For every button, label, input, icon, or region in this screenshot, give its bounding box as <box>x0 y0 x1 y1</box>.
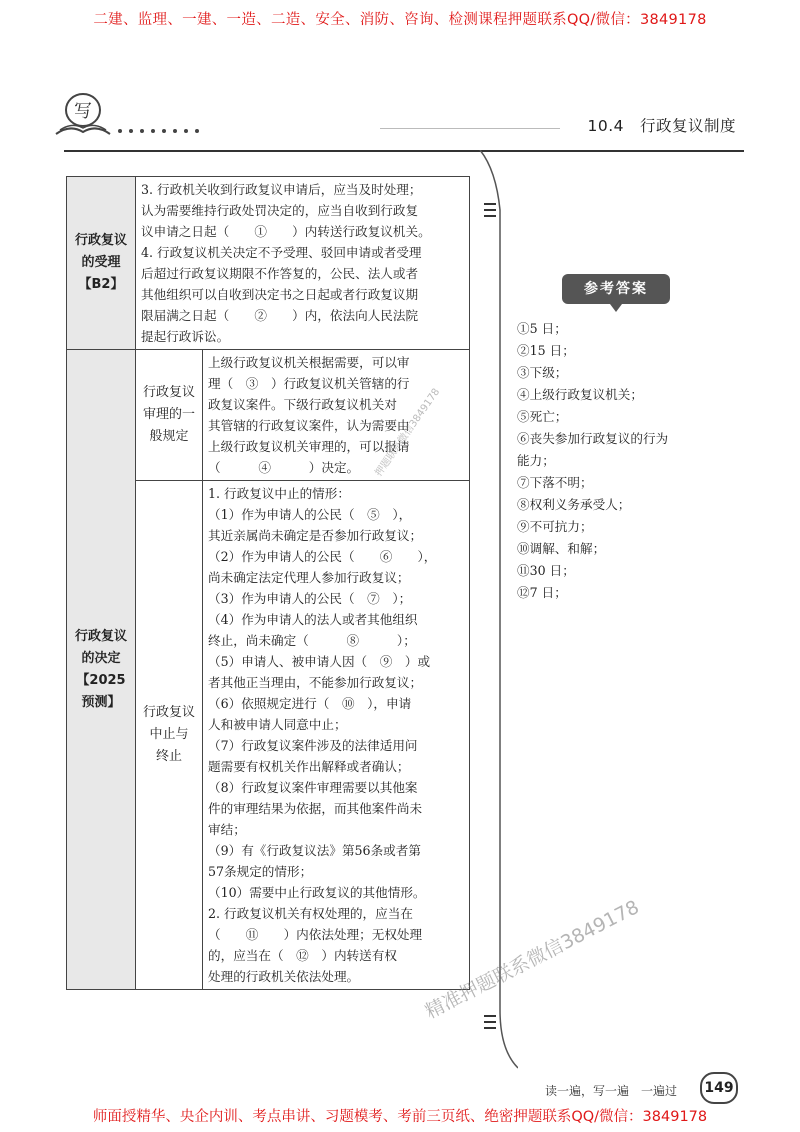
header-dots <box>118 118 206 137</box>
label-acceptance: 行政复议 的受理 【B2】 <box>67 177 136 350</box>
top-banner: 二建、监理、一建、一造、二造、安全、消防、咨询、检测课程押题联系QQ/微信：3849178 <box>93 12 707 28</box>
list-item: ④上级行政复议机关； <box>517 387 643 402</box>
bottom-banner: 师面授精华、央企内训、考点串讲、习题模考、考前三页纸、绝密押题联系QQ/微信：3849178 <box>92 1109 708 1125</box>
list-item: ⑧权利义务承受人； <box>517 497 631 512</box>
list-item: ⑨不可抗力； <box>517 519 593 534</box>
page-fold-curve <box>478 150 518 1070</box>
list-item: ⑫7 日； <box>517 585 567 600</box>
sublabel-general-rules: 行政复议 审理的一 般规定 <box>136 350 203 481</box>
label-decision: 行政复议 的决定 【2025 预测】 <box>67 350 136 990</box>
content-table <box>66 176 470 990</box>
answers-list <box>517 318 717 604</box>
book-logo-icon <box>52 90 114 140</box>
list-item: ①5 日； <box>517 321 567 336</box>
watermark-main: 精准押题联系微信3849178 <box>421 896 643 1024</box>
page-number: 149 <box>700 1072 738 1104</box>
header-gray-line <box>380 128 560 129</box>
footer-slogan: 读一遍，写一遍 一遍过 <box>545 1084 678 1098</box>
list-item: ⑪30 日； <box>517 563 575 578</box>
section-title: 10.4 行政复议制度 <box>587 117 736 135</box>
list-item: ⑥丧失参加行政复议的行为 <box>517 431 669 446</box>
list-item: 能力； <box>517 453 555 468</box>
answers-heading: 参考答案 <box>562 274 670 304</box>
list-item: ②15 日； <box>517 343 575 358</box>
sublabel-suspension: 行政复议 中止与 终止 <box>136 481 203 990</box>
general-rules-content: 上级行政复议机关根据需要，可以审 理（ ③ ）行政复议机关管辖的行 政复议案件。下级行政复议机关对 其管辖的行政复议案件，认为需要由 上级行政复议机关审理的，可以报请 （ ④ ）决定。 <box>203 350 470 481</box>
logo-char: 写 <box>74 101 92 122</box>
watermark-small: 押题联系微信3849178 <box>373 386 443 479</box>
list-item: ⑦下落不明； <box>517 475 593 490</box>
list-item: ⑩调解、和解； <box>517 541 606 556</box>
list-item: ⑤死亡； <box>517 409 568 424</box>
list-item: ③下级； <box>517 365 568 380</box>
suspension-content: 1. 行政复议中止的情形： （1）作为申请人的公民（ ⑤ ）， 其近亲属尚未确定是否参加行政复议； （2）作为申请人的公民（ ⑥ ）， 尚未确定法定代理人参加行政复议； （3）作为申请人的公民（ ⑦ ）； （4）作为申请人的法人或者其他组织 终止，尚未确定（ ⑧ ）； （5）申请人、被申请人因（ ⑨ ）或 者其他正当理由，不能参加行政复议； （6）依照规定进行（ ⑩ ），申请 人和被申请人同意中止； （7）行政复议案件涉及的法律适用问 题需要有权机关作出解释或者确认； （8）行政复议案件审理需要以其他案 件的审理结果为依据，而其他案件尚未 审结； （9）有《行政复议法》第56条或者第 57条规定的情形； （10）需要中止行政复议的其他情形。 2. 行政复议机关有权处理的，应当在 （ ⑪ ）内依法处理；无权处理 的，应当在（ ⑫ ）内转送有权 处理的行政机关依法处理。 <box>203 481 470 990</box>
table-row-acceptance <box>67 177 470 350</box>
header-rule <box>64 150 744 152</box>
acceptance-content: 3. 行政机关收到行政复议申请后，应当及时处理； 认为需要维持行政处罚决定的，应当自收到行政复 议申请之日起（ ① ）内转送行政复议机关。 4. 行政复议机关决定不予受理、驳回申请或者受理 后超过行政复议期限不作答复的，公民、法人或者 其他组织可以自收到决定书之日起或者行政复议期 限届满之日起（ ② ）内，依法向人民法院 提起行政诉讼。 <box>136 177 470 350</box>
